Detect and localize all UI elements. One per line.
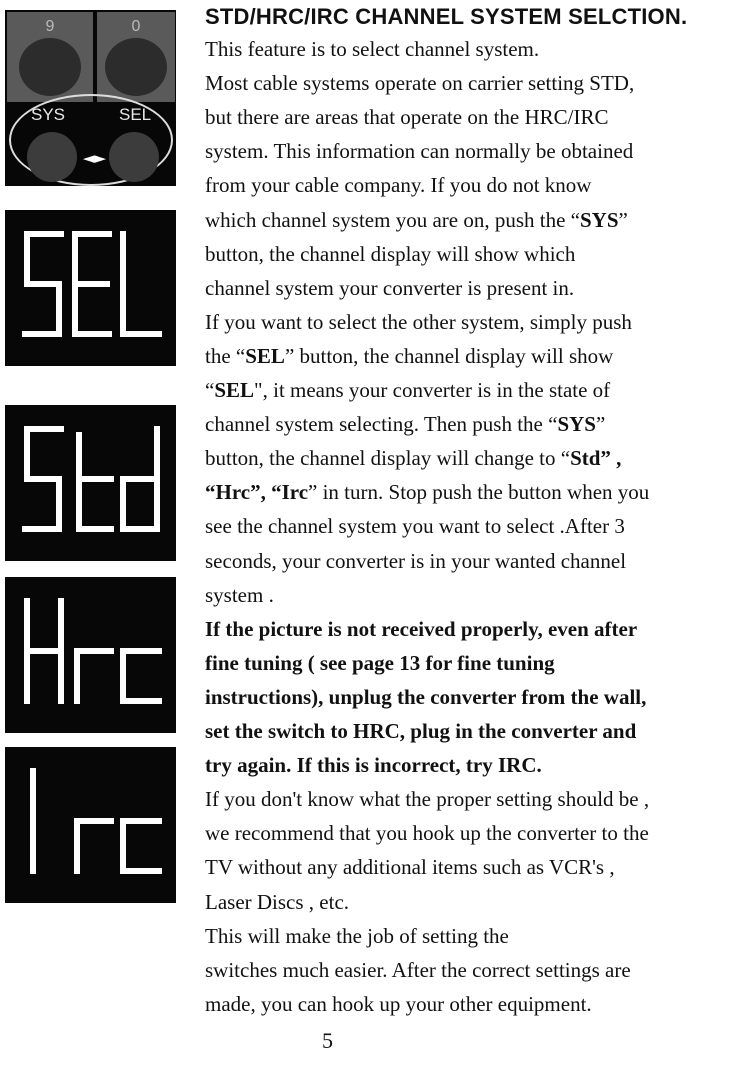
text-run: system . bbox=[205, 582, 274, 607]
text-run: This feature is to select channel system. bbox=[205, 37, 540, 61]
body-line bbox=[205, 923, 509, 949]
display-hrc bbox=[5, 577, 176, 733]
body-line bbox=[205, 889, 349, 915]
bold-run: set the switch to HRC, plug in the converter and bbox=[205, 719, 637, 743]
body-line bbox=[205, 718, 636, 744]
key-9 bbox=[7, 12, 93, 102]
display-irc-text bbox=[5, 747, 6, 748]
display-sel bbox=[5, 210, 176, 366]
bold-run: fine tuning ( see page 13 for fine tuning bbox=[205, 650, 555, 675]
body-line bbox=[205, 207, 628, 233]
bold-run: SYS bbox=[580, 207, 619, 232]
text-run: ” bbox=[595, 412, 606, 437]
bold-run: If the picture is not received properly, even after bbox=[205, 616, 638, 641]
body-line bbox=[205, 684, 646, 710]
body-line bbox=[205, 377, 610, 403]
sys-button-shape bbox=[27, 132, 77, 182]
body-line bbox=[205, 70, 634, 96]
body-line bbox=[205, 582, 274, 608]
seven-seg-std bbox=[19, 417, 164, 549]
arrow-icon: ◄► bbox=[83, 149, 107, 167]
body-line bbox=[205, 138, 633, 164]
text-run: see the channel system you want to select .After 3 bbox=[205, 514, 625, 539]
sel-key-label: SEL bbox=[119, 105, 152, 124]
seven-seg-irc bbox=[19, 759, 164, 891]
text-run: ” bbox=[618, 207, 628, 232]
key-9-label: 9 bbox=[45, 18, 55, 35]
body-line bbox=[205, 343, 613, 369]
body-line bbox=[205, 650, 555, 676]
text-run: the “ bbox=[205, 343, 246, 368]
text-run: seconds, your converter is in your wanted channel bbox=[205, 548, 627, 573]
body-line bbox=[205, 104, 609, 130]
body-line bbox=[205, 479, 649, 505]
sel-button-shape bbox=[109, 132, 159, 182]
text-run: If you want to select the other system, simply push bbox=[205, 309, 632, 334]
text-run: but there are areas that operate on the HRC/IRC bbox=[205, 105, 609, 130]
text-run: TV without any additional items such as VCR's , bbox=[205, 855, 615, 880]
body-line bbox=[205, 991, 592, 1017]
text-run: we recommend that you hook up the converter to the bbox=[205, 821, 649, 846]
bold-run: SYS bbox=[557, 412, 596, 437]
text-run: system. This information can normally be obtained bbox=[205, 139, 634, 164]
key-0-label: 0 bbox=[131, 18, 141, 35]
text-run: made, you can hook up your other equipment. bbox=[205, 991, 592, 1016]
body-line bbox=[205, 786, 649, 812]
bold-run: instructions), unplug the converter from the wall, bbox=[205, 684, 647, 709]
display-irc bbox=[5, 747, 176, 903]
body-line bbox=[205, 36, 539, 62]
text-run: “ bbox=[205, 378, 215, 402]
body-line bbox=[205, 411, 605, 437]
bold-run: SEL bbox=[245, 343, 285, 368]
text-run: switches much easier. After the correct settings are bbox=[205, 957, 631, 982]
body-line bbox=[205, 445, 621, 471]
key-0 bbox=[97, 12, 175, 102]
text-run: which channel system you are on, push the “ bbox=[205, 207, 580, 232]
remote-keypad-illustration bbox=[5, 10, 176, 186]
body-line bbox=[205, 957, 631, 983]
seven-seg-hrc bbox=[19, 589, 164, 721]
body-line bbox=[205, 275, 574, 301]
text-run: ", it means your converter is in the state of bbox=[254, 378, 611, 402]
bold-run: SEL bbox=[214, 378, 255, 402]
body-line bbox=[205, 309, 632, 335]
text-run: channel system your converter is present in. bbox=[205, 275, 575, 300]
body-line bbox=[205, 241, 575, 267]
body-line bbox=[205, 513, 625, 539]
seven-seg-sel bbox=[19, 222, 164, 354]
text-run: Laser Discs , etc. bbox=[205, 889, 350, 914]
section-heading: STD/HRC/IRC CHANNEL SYSTEM SELCTION. bbox=[205, 4, 688, 29]
text-run: from your cable company. If you do not know bbox=[205, 173, 592, 198]
body-line bbox=[205, 548, 626, 574]
bold-run: Std” , bbox=[570, 446, 622, 471]
sys-key-label: SYS bbox=[31, 105, 66, 124]
display-std-text bbox=[5, 405, 6, 406]
body-line bbox=[205, 820, 649, 846]
bold-run: try again. If this is incorrect, try IRC. bbox=[205, 753, 542, 778]
body-line bbox=[205, 752, 542, 778]
text-run: ” in turn. Stop push the button when you bbox=[308, 480, 650, 505]
bold-run: “Hrc”, “Irc bbox=[205, 480, 309, 505]
display-hrc-text bbox=[5, 577, 6, 578]
text-run: channel system selecting. Then push the “ bbox=[205, 412, 558, 437]
text-run: Most cable systems operate on carrier setting STD, bbox=[205, 71, 635, 96]
text-run: button, the channel display will show which bbox=[205, 241, 576, 266]
text-run: If you don't know what the proper setting should be , bbox=[205, 787, 650, 812]
body-line bbox=[205, 172, 591, 198]
text-run: button, the channel display will change to “ bbox=[205, 446, 571, 471]
display-std bbox=[5, 405, 176, 561]
body-line bbox=[205, 616, 637, 642]
body-line bbox=[205, 854, 615, 880]
text-run: This will make the job of setting the bbox=[205, 923, 509, 948]
display-sel-text bbox=[5, 210, 6, 211]
page-number: 5 bbox=[322, 1028, 333, 1053]
text-run: ” button, the channel display will show bbox=[284, 343, 614, 368]
